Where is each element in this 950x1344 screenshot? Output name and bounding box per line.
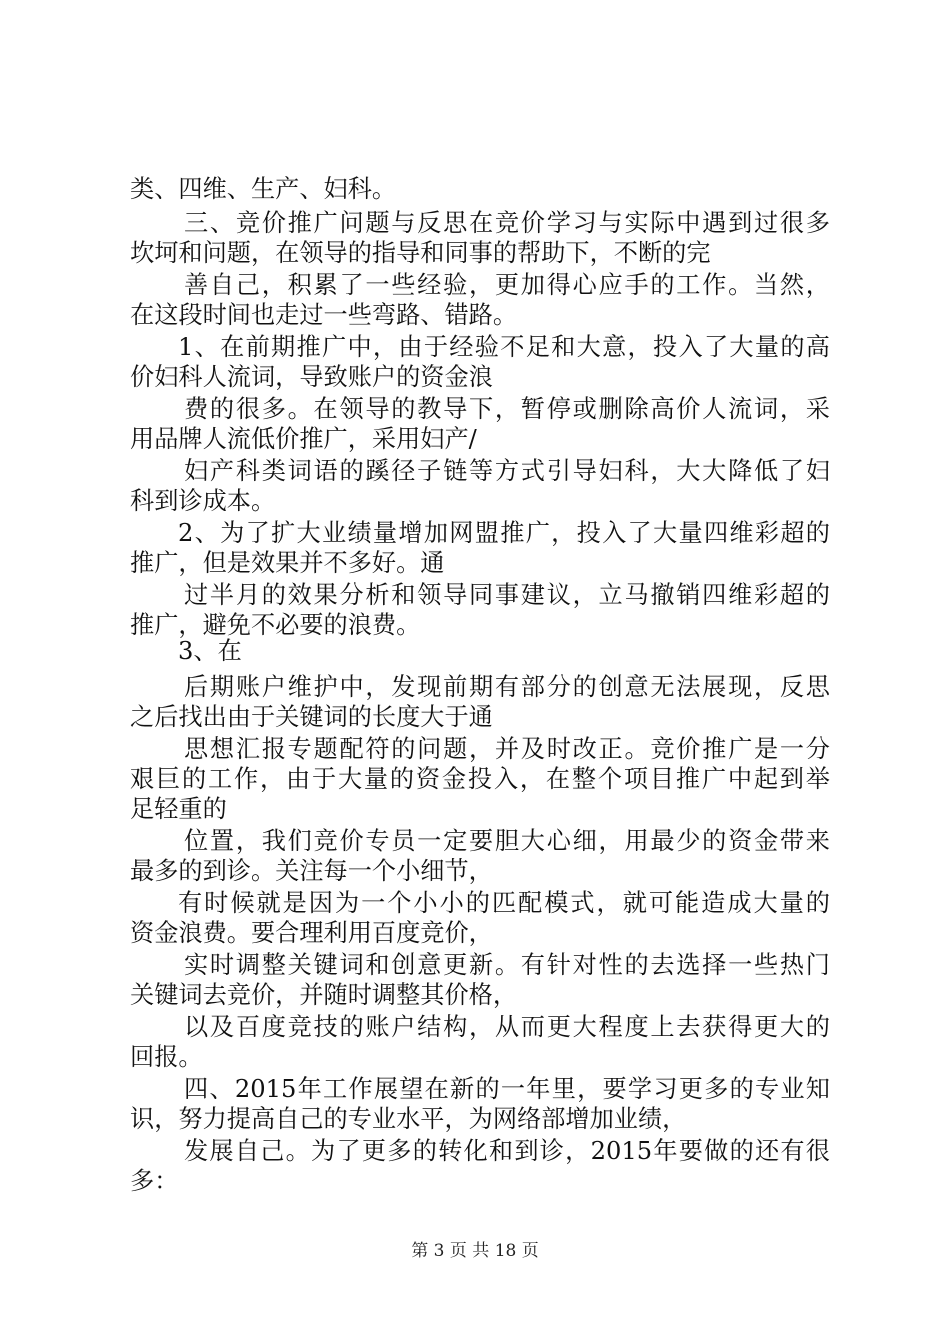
text-line: 推广，但是效果并不多好。通: [130, 549, 445, 577]
text-line: 价妇科人流词，导致账户的资金浪: [130, 363, 493, 391]
text-line: 足轻重的: [130, 795, 227, 823]
text-line: 有时候就是因为一个小小的匹配模式，就可能造成大量的: [178, 889, 830, 917]
text-line: 2、为了扩大业绩量增加网盟推广，投入了大量四维彩超的: [178, 519, 830, 547]
text-line: 思想汇报专题配符的问题，并及时改正。竞价推广是一分: [184, 735, 830, 763]
text-line: 过半月的效果分析和领导同事建议，立马撤销四维彩超的: [184, 581, 830, 609]
text-line: 以及百度竞技的账户结构，从而更大程度上去获得更大的: [184, 1013, 830, 1041]
text-line: 实时调整关键词和创意更新。有针对性的去选择一些热门: [184, 951, 830, 979]
text-line: 资金浪费。要合理利用百度竞价，: [130, 919, 493, 947]
text-line: 四、2015年工作展望在新的一年里，要学习更多的专业知: [184, 1075, 830, 1103]
text-line: 妇产科类词语的蹊径子链等方式引导妇科，大大降低了妇: [184, 457, 830, 485]
text-line: 最多的到诊。关注每一个小细节，: [130, 857, 493, 885]
text-line: 类、四维、生产、妇科。: [130, 175, 397, 203]
text-line: 之后找出由于关键词的长度大于通: [130, 703, 493, 731]
text-line: 善自己，积累了一些经验，更加得心应手的工作。当然，: [184, 271, 830, 299]
text-line: 1、在前期推广中，由于经验不足和大意，投入了大量的高: [178, 333, 830, 361]
text-line: 识，努力提高自己的专业水平，为网络部增加业绩，: [130, 1105, 687, 1133]
text-line: 多：: [130, 1167, 179, 1195]
text-line: 费的很多。在领导的教导下，暂停或删除高价人流词，采: [184, 395, 830, 423]
page-footer: 第 3 页 共 18 页: [411, 1241, 539, 1261]
text-line: 3、在: [178, 637, 242, 665]
text-line: 位置，我们竞价专员一定要胆大心细，用最少的资金带来: [184, 827, 830, 855]
text-line: 用品牌人流低价推广，采用妇产/: [130, 425, 477, 453]
text-line: 推广，避免不必要的浪费。: [130, 611, 421, 639]
text-line: 坎坷和问题，在领导的指导和同事的帮助下，不断的完: [130, 239, 711, 267]
text-line: 艰巨的工作，由于大量的资金投入，在整个项目推广中起到举: [130, 765, 830, 793]
text-line: 三、竞价推广问题与反思在竞价学习与实际中遇到过很多: [184, 209, 830, 237]
text-line: 发展自己。为了更多的转化和到诊，2015年要做的还有很: [184, 1137, 830, 1165]
text-line: 后期账户维护中，发现前期有部分的创意无法展现，反思: [184, 673, 830, 701]
text-line: 关键词去竞价，并随时调整其价格，: [130, 981, 518, 1009]
text-line: 科到诊成本。: [130, 487, 276, 515]
text-line: 回报。: [130, 1043, 203, 1071]
text-line: 在这段时间也走过一些弯路、错路。: [130, 301, 518, 329]
